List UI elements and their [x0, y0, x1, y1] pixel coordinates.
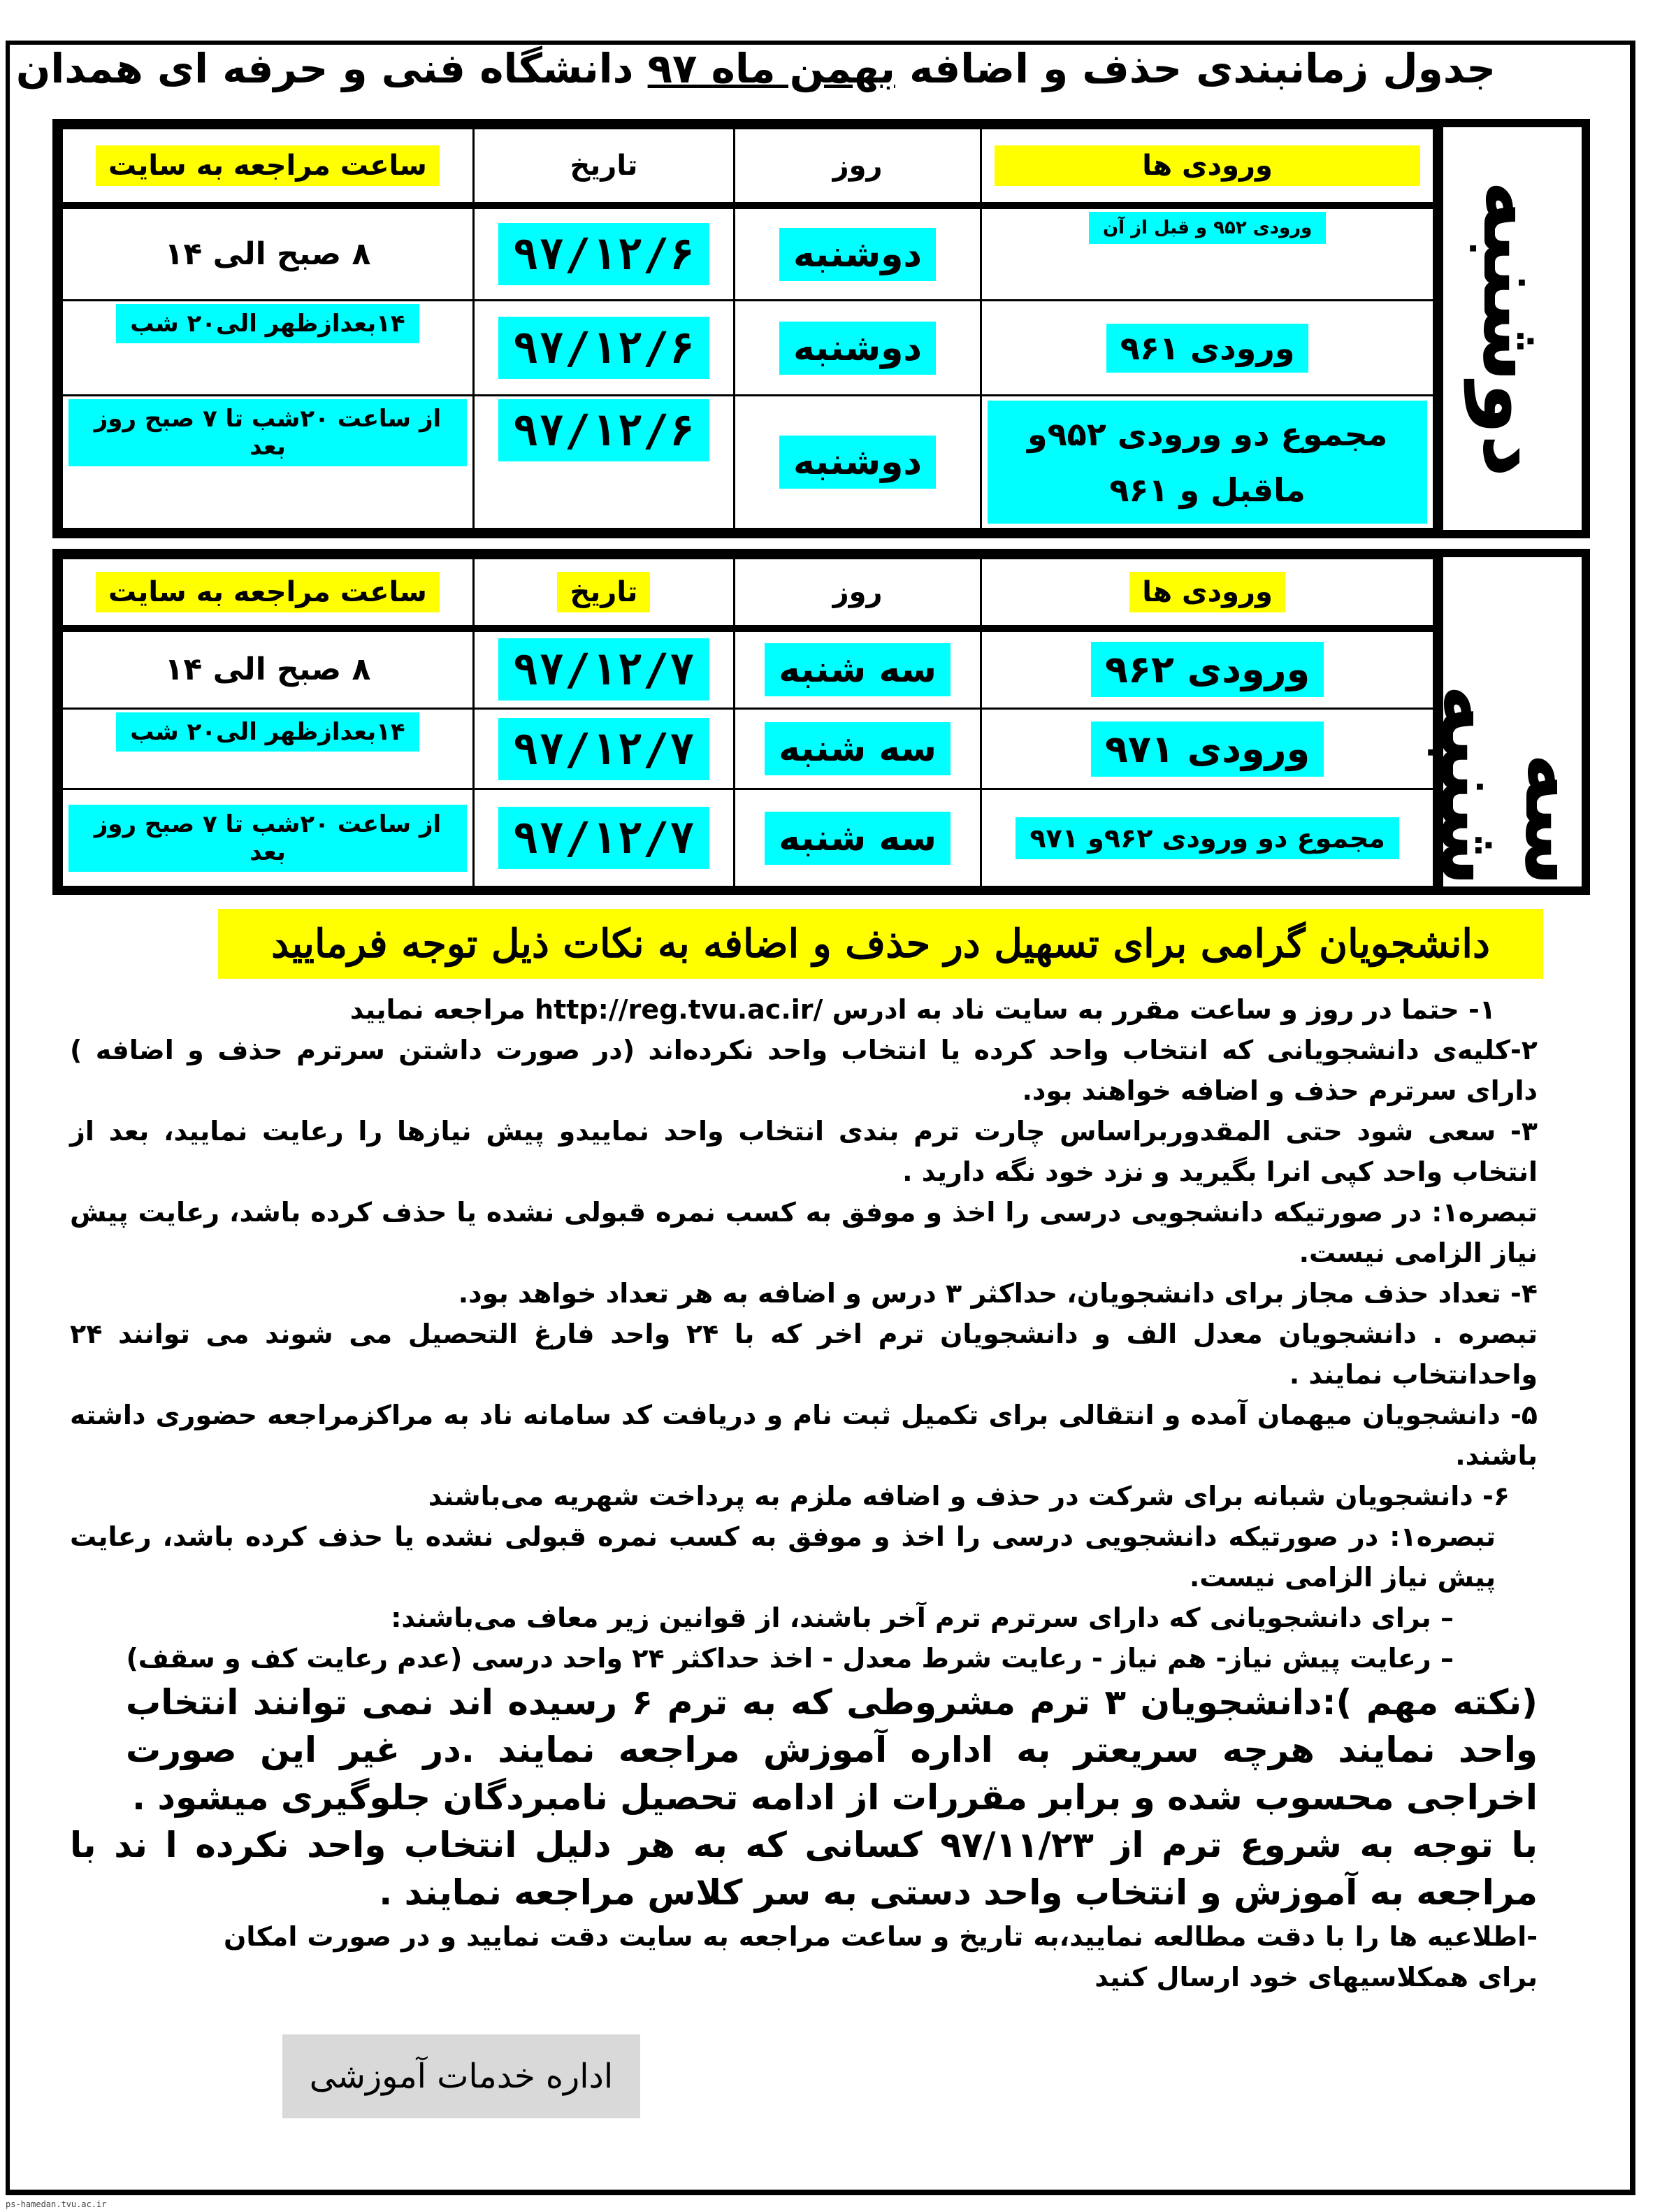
cohort-cell: مجموع دو ورودی ۹۶۲و ۹۷۱: [1016, 817, 1399, 859]
note-3: ۳- سعی شود حتی المقدوربراساس چارت ترم بندی انتخاب واحد نماییدو پیش نیازها را رعایت نمایید، بعد از انتخاب واحد کپی انرا بگیرید و نزد خود نگه دارید .: [70, 1116, 1538, 1187]
schedule-table-tuesday: [61, 557, 1435, 888]
day-label-box-tuesday: [1422, 557, 1603, 886]
important-note-2: با توجه به شروع ترم از ۹۷/۱۱/۲۳ کسانی که به هر دلیل انتخاب واحد نکرده ا ند با مراجعه به آموزش و انتخاب واحد دستی به سر کلاس مراجعه نمایند .: [70, 1825, 1538, 1913]
footer-office-label: اداره خدمات آموزشی: [282, 2034, 640, 2118]
schedule-table-monday: [61, 127, 1435, 530]
col-header-date: تاریخ: [557, 572, 650, 612]
table-row: [62, 709, 1434, 789]
title-post: دانشگاه فنی و حرفه ای همدان: [15, 45, 634, 92]
note-4: ۴- تعداد حذف مجاز برای دانشجویان، حداکثر ۳ درس و اضافه به هر تعداد خواهد بود.: [458, 1278, 1538, 1309]
day-cell: سه شنبه: [765, 643, 951, 696]
note-4-sub: تبصره . دانشجویان معدل الف و دانشجویان ترم اخر که با ۲۴ واحد فارغ التحصیل می شوند می توانند ۲۴ واحدانتخاب نمایند .: [70, 1319, 1538, 1390]
date-cell: ۹۷/۱۲/۷: [498, 718, 709, 780]
table-row: [62, 301, 1434, 396]
schedule-block-monday: [52, 119, 1590, 538]
day-cell: سه شنبه: [765, 722, 951, 775]
table-row: [62, 629, 1434, 709]
day-cell: دوشنبه: [779, 322, 936, 375]
date-cell: ۹۷/۱۲/۶: [498, 223, 709, 285]
day-label-monday: دوشنبه: [1464, 180, 1561, 477]
date-cell: ۹۷/۱۲/۷: [498, 638, 709, 701]
note-2: ۲-کلیه‌ی دانشجویانی که انتخاب واحد کرده یا انتخاب واحد نکرده‌اند (در صورت داشتن سرترم حذف و اضافه ) دارای سرترم حذف و اضافه خواهند بود.: [70, 1035, 1538, 1106]
cohort-cell: ورودی ۹۶۱: [1106, 324, 1309, 373]
time-cell: از ساعت ۲۰شب تا ۷ صبح روز بعد: [68, 805, 467, 872]
col-header-day: روز: [832, 575, 883, 608]
watermark: ps-hamedan.tvu.ac.ir: [6, 2199, 107, 2209]
day-cell: سه شنبه: [765, 812, 951, 865]
date-cell: ۹۷/۱۲/۶: [498, 317, 709, 379]
cohort-cell: ورودی ۹۶۲: [1091, 642, 1324, 697]
date-cell: ۹۷/۱۲/۶: [498, 399, 709, 461]
notes-section: [70, 989, 1538, 1997]
col-header-cohorts: ورودی ها: [995, 145, 1420, 186]
notice-banner: دانشجویان گرامی برای تسهیل در حذف و اضافه به نکات ذیل توجه فرمایید: [218, 909, 1543, 979]
col-header-cohorts: ورودی ها: [1129, 572, 1285, 612]
day-cell: دوشنبه: [779, 436, 936, 489]
col-header-time: ساعت مراجعه به سایت: [96, 145, 440, 186]
time-cell: ۸ صبح الی ۱۴: [164, 652, 371, 688]
time-cell: ۱۴بعدازظهر الی۲۰ شب: [116, 304, 419, 343]
day-label-tuesday: سه شنبه: [1422, 684, 1603, 886]
table-row: [62, 395, 1434, 529]
time-cell: ۸ صبح الی ۱۴: [164, 236, 371, 273]
title-pre: جدول زمانبندی حذف و اضافه: [909, 45, 1496, 92]
day-cell: دوشنبه: [779, 228, 936, 281]
note-1: ۱- حتما در روز و ساعت مقرر به سایت ناد به ادرس /http://reg.tvu.ac.ir مراجعه نمایید: [349, 994, 1496, 1025]
important-note: (نکته مهم ):دانشجویان ۳ ترم مشروطی که به ترم ۶ رسیده اند نمی توانند انتخاب واحد نمایند هرچه سریعتر به اداره آموزش مراجعه نمایند .در غیر این صورت اخراجی محسوب شده و برابر مقررات از ادامه تحصیل نامبردگان جلوگیری میشود .: [126, 1682, 1538, 1818]
col-header-time: ساعت مراجعه به سایت: [96, 572, 440, 612]
dash-item: – رعایت پیش نیاز- هم نیاز - رعایت شرط معدل - اخذ حداکثر ۲۴ واحد درسی (عدم رعایت کف و سقف): [126, 1643, 1454, 1674]
note-6: ۶- دانشجویان شبانه برای شرکت در حذف و اضافه ملزم به پرداخت شهریه می‌باشند: [428, 1481, 1510, 1511]
table-row: [62, 789, 1434, 887]
cohort-cell: ورودی ۹۵۲ و قبل از آن: [1089, 212, 1326, 244]
col-header-date: تاریخ: [570, 150, 638, 182]
cohort-cell: مجموع دو ورودی ۹۵۲و ماقبل و ۹۶۱: [988, 401, 1427, 524]
cohort-cell: ورودی ۹۷۱: [1091, 721, 1324, 777]
title-month: بهمن ماه ۹۷: [647, 45, 895, 92]
day-label-box-monday: [1435, 127, 1582, 530]
note-5: ۵- دانشجویان میهمان آمده و انتقالی برای تکمیل ثبت نام و دریافت کد سامانه ناد به مراکزمراجعه حضوری داشته باشند.: [70, 1400, 1538, 1471]
note-6-sub: تبصره۱: در صورتیکه دانشجویی درسی را اخذ و موفق به کسب نمره قبولی نشده یا حذف کرده باشد، رعایت پیش نیاز الزامی نیست.: [70, 1521, 1496, 1593]
time-cell: ۱۴بعدازظهر الی۲۰ شب: [116, 712, 419, 752]
time-cell: از ساعت ۲۰شب تا ۷ صبح روز بعد: [68, 399, 467, 466]
date-cell: ۹۷/۱۲/۷: [498, 807, 709, 869]
closing-note: -اطلاعیه ها را با دقت مطالعه نمایید،به تاریخ و ساعت مراجعه به سایت دقت نمایید و در صورت امکان برای همکلاسیهای خود ارسال کنید: [224, 1921, 1538, 1992]
note-3-sub: تبصره۱: در صورتیکه دانشجویی درسی را اخذ و موفق به کسب نمره قبولی نشده یا حذف کرده باشد، رعایت پیش نیاز الزامی نیست.: [70, 1197, 1538, 1268]
col-header-day: روز: [832, 150, 883, 182]
schedule-block-tuesday: [52, 549, 1603, 895]
table-row: [62, 206, 1434, 301]
dash-item: – برای دانشجویانی که دارای سرترم ترم آخر باشند، از قوانین زیر معاف می‌باشند:: [391, 1602, 1454, 1633]
page-title: [15, 41, 1496, 96]
